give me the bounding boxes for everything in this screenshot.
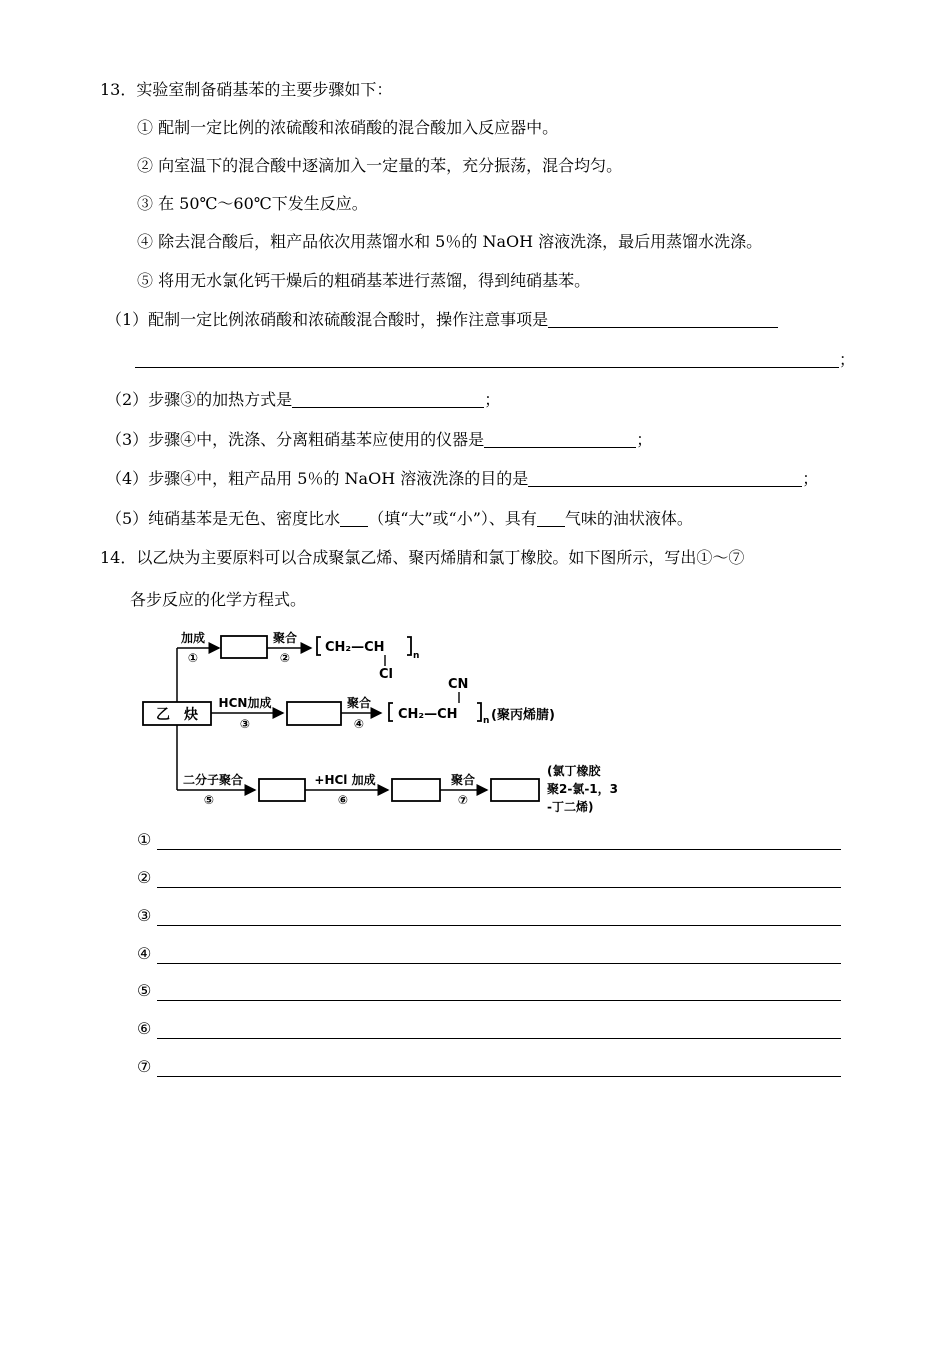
acetylene-label: 乙 炔	[156, 707, 198, 723]
answer-blank-4[interactable]	[528, 470, 802, 487]
reaction-flow-diagram	[135, 620, 675, 830]
product-box-7	[491, 779, 539, 801]
q13-sub-5-text-c: 气味的油状液体。	[564, 509, 693, 528]
q13-sub-5-text-a: （5）纯硝基苯是无色、密度比水	[106, 509, 341, 528]
answer-number-6: ⑥	[137, 1019, 152, 1038]
q13-step-3: ③ 在 50℃～60℃下发生反应。	[137, 194, 368, 213]
q13-sub-2-text: （2）步骤③的加热方式是	[106, 390, 293, 409]
answer-line-1[interactable]	[157, 848, 841, 850]
q13-step-2: ② 向室温下的混合酸中逐滴加入一定量的苯，充分振荡，混合均匀。	[137, 156, 623, 175]
q13-sub-4-text: （4）步骤④中，粗产品用 5％的 NaOH 溶液洗涤的目的是	[106, 469, 529, 488]
chloroprene-label-1: (氯丁橡胶	[547, 764, 601, 778]
answer-number-3: ③	[137, 906, 152, 925]
q13-sub-4	[106, 469, 818, 489]
q13-sub-5-text-b: （填“大”或“小”）、具有	[368, 509, 537, 528]
pvc-formula: CH₂—CH	[325, 640, 385, 655]
semicolon: ；	[484, 390, 501, 409]
reaction-label-4: 聚合	[346, 696, 372, 710]
semicolon: ；	[802, 469, 819, 488]
q13-title: 13．实验室制备硝基苯的主要步骤如下：	[100, 80, 393, 99]
q14-title: 14．以乙炔为主要原料可以合成聚氯乙烯、聚丙烯腈和氯丁橡胶。如下图所示，写出①～⑦	[100, 548, 745, 567]
answer-line-5[interactable]	[157, 999, 841, 1001]
reaction-label-2: 聚合	[272, 631, 298, 645]
q13-step-4: ④ 除去混合酸后，粗产品依次用蒸馏水和 5％的 NaOH 溶液洗涤，最后用蒸馏水洗涤。	[137, 232, 763, 251]
answer-number-1: ①	[137, 830, 152, 849]
reaction-number-3: ③	[239, 717, 251, 731]
reaction-number-4: ④	[353, 717, 365, 731]
reaction-number-2: ②	[279, 651, 291, 665]
reaction-number-1: ①	[187, 651, 199, 665]
pan-substituent: CN	[448, 677, 469, 692]
q13-sub-5	[106, 509, 693, 529]
pvc-bracket-right	[407, 637, 411, 655]
q13-step-5: ⑤ 将用无水氯化钙干燥后的粗硝基苯进行蒸馏，得到纯硝基苯。	[137, 271, 591, 290]
product-box-1	[221, 636, 267, 658]
semicolon: ；	[839, 350, 856, 369]
pan-name: (聚丙烯腈)	[491, 708, 555, 723]
q13-sub-1	[106, 310, 778, 330]
q13-sub-3-text: （3）步骤④中，洗涤、分离粗硝基苯应使用的仪器是	[106, 430, 485, 449]
reaction-label-7: 聚合	[450, 773, 476, 787]
answer-line-2[interactable]	[157, 886, 841, 888]
answer-blank-5b[interactable]	[537, 510, 565, 527]
answer-number-4: ④	[137, 944, 152, 963]
reaction-label-6: +HCl 加成	[314, 773, 376, 787]
pan-bracket-right	[477, 703, 481, 721]
answer-number-5: ⑤	[137, 981, 152, 1000]
q13-sub-1-text: （1）配制一定比例浓硝酸和浓硫酸混合酸时，操作注意事项是	[106, 310, 549, 329]
chloroprene-label-3: -丁二烯)	[547, 800, 594, 814]
semicolon: ；	[636, 430, 653, 449]
reaction-number-6: ⑥	[337, 793, 349, 807]
q13-sub-1-cont	[135, 350, 855, 370]
answer-line-7[interactable]	[157, 1075, 841, 1077]
reaction-label-1: 加成	[180, 631, 206, 645]
answer-blank-2[interactable]	[292, 391, 484, 408]
reaction-label-3: HCN加成	[218, 696, 272, 710]
answer-blank-3[interactable]	[484, 431, 636, 448]
q14-title-cont: 各步反应的化学方程式。	[130, 590, 307, 609]
pvc-bracket-left	[317, 637, 321, 655]
answer-number-7: ⑦	[137, 1057, 152, 1076]
pan-formula: CH₂—CH	[398, 707, 458, 722]
pvc-substituent: Cl	[379, 667, 393, 682]
product-box-5	[259, 779, 305, 801]
reaction-label-5: 二分子聚合	[182, 773, 244, 787]
answer-line-6[interactable]	[157, 1037, 841, 1039]
answer-line-3[interactable]	[157, 924, 841, 926]
answer-number-2: ②	[137, 868, 152, 887]
q13-sub-3	[106, 430, 652, 450]
q13-sub-2	[106, 390, 500, 410]
answer-blank-5a[interactable]	[340, 510, 368, 527]
reaction-number-5: ⑤	[203, 793, 215, 807]
q13-step-1: ① 配制一定比例的浓硫酸和浓硝酸的混合酸加入反应器中。	[137, 118, 559, 137]
answer-blank-1b[interactable]	[135, 351, 839, 368]
pan-bracket-left	[389, 703, 393, 721]
product-box-3	[287, 702, 341, 725]
chloroprene-label-2: 聚2-氯-1，3	[547, 782, 619, 796]
product-box-6	[392, 779, 440, 801]
answer-line-4[interactable]	[157, 962, 841, 964]
answer-blank-1a[interactable]	[548, 311, 778, 328]
pvc-n: n	[413, 651, 420, 661]
pan-n: n	[483, 716, 490, 726]
reaction-number-7: ⑦	[457, 793, 469, 807]
